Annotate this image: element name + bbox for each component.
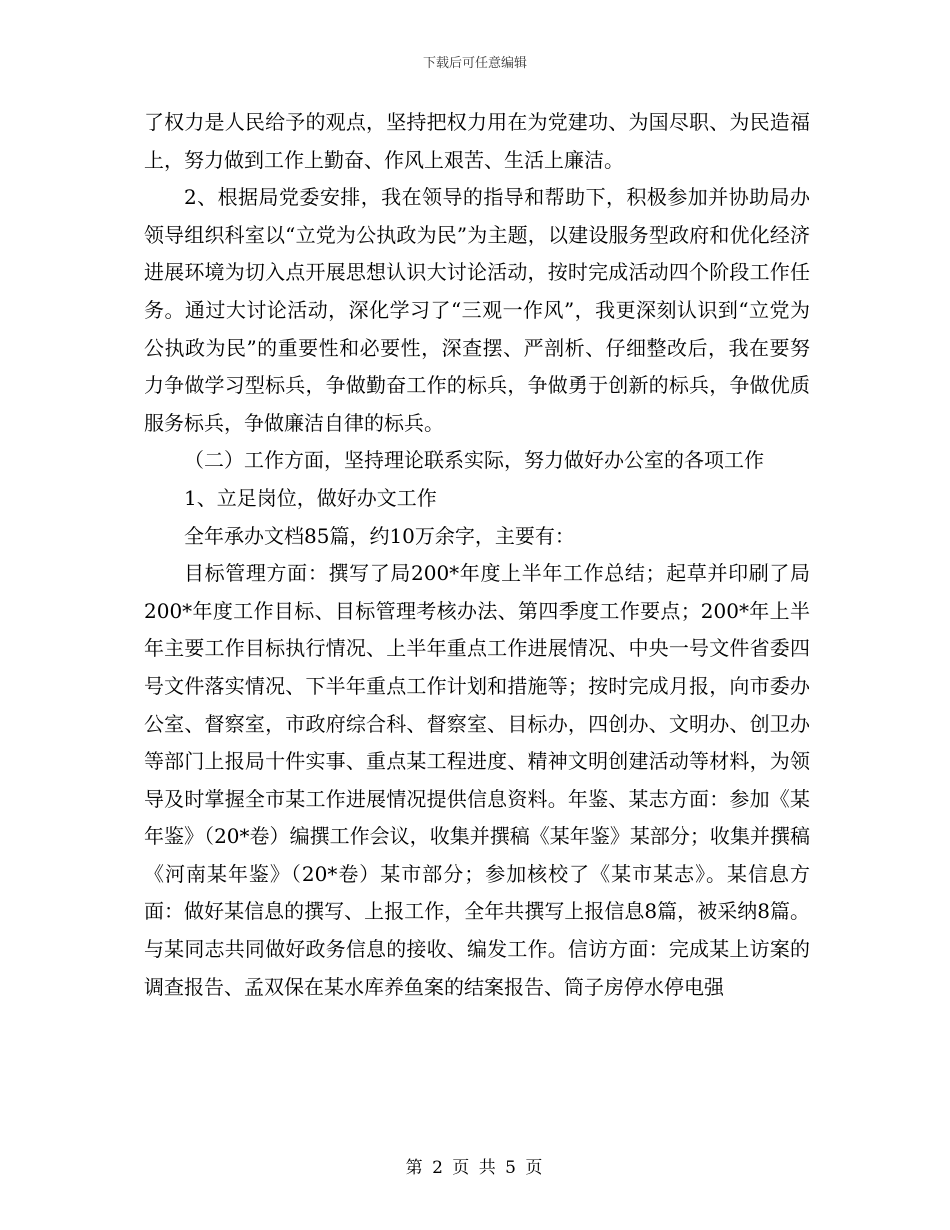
section-heading-work: （二）工作方面，坚持理论联系实际，努力做好办公室的各项工作 xyxy=(184,448,764,473)
paragraph-document-count: 全年承办文档85篇，约10万余字，主要有： xyxy=(184,523,575,548)
document-body xyxy=(144,104,810,1006)
subheading-document-work: 1、立足岗位，做好办文工作 xyxy=(184,485,437,510)
paragraph-continuation: 了权力是人民给予的观点，坚持把权力用在为党建功、为国尽职、为民造福上，努力做到工作上勤奋、作风上艰苦、生活上廉洁。 xyxy=(144,110,810,172)
page-number: 第 2 页 共 5 页 xyxy=(405,1158,545,1178)
paragraph-target-management: 目标管理方面：撰写了局200*年度上半年工作总结；起草并印刷了局200*年度工作目标、目标管理考核办法、第四季度工作要点；200*年上半年主要工作目标执行情况、上半年重点工作进展情况、中央一号文件省委四号文件落实情况、下半年重点工作计划和措施等；按时完成月报，向市委办公室、督察室，市政府综合科、督察室、目标办，四创办、文明办、创卫办等部门上报局十件实事、重点某工程进度、精神文明创建活动等材料，为领导及时掌握全市某工作进展情况提供信息资料。年鉴、某志方面：参加《某年鉴》（20*卷）编撰工作会议，收集并撰稿《某年鉴》某部分；收集并撰稿《河南某年鉴》（20*卷）某市部分；参加核校了《某市某志》。某信息方面：做好某信息的撰写、上报工作，全年共撰写上报信息8篇，被采纳8篇。与某同志共同做好政务信息的接收、编发工作。信访方面：完成某上访案的调查报告、孟双保在某水库养鱼案的结案报告、筒子房停水停电强 xyxy=(144,561,810,999)
paragraph-item-2: 2、根据局党委安排，我在领导的指导和帮助下，积极参加并协助局办领导组织科室以“立党为公执政为民”为主题，以建设服务型政府和优化经济进展环境为切入点开展思想认识大讨论活动，按时完成活动四个阶段工作任务。通过大讨论活动，深化学习了“三观一作风”，我更深刻认识到“立党为公执政为民”的重要性和必要性，深查摆、严剖析、仔细整改后，我在要努力争做学习型标兵，争做勤奋工作的标兵，争做勇于创新的标兵，争做优质服务标兵，争做廉洁自律的标兵。 xyxy=(144,185,810,435)
page-header: 下载后可任意编辑 xyxy=(422,56,527,71)
